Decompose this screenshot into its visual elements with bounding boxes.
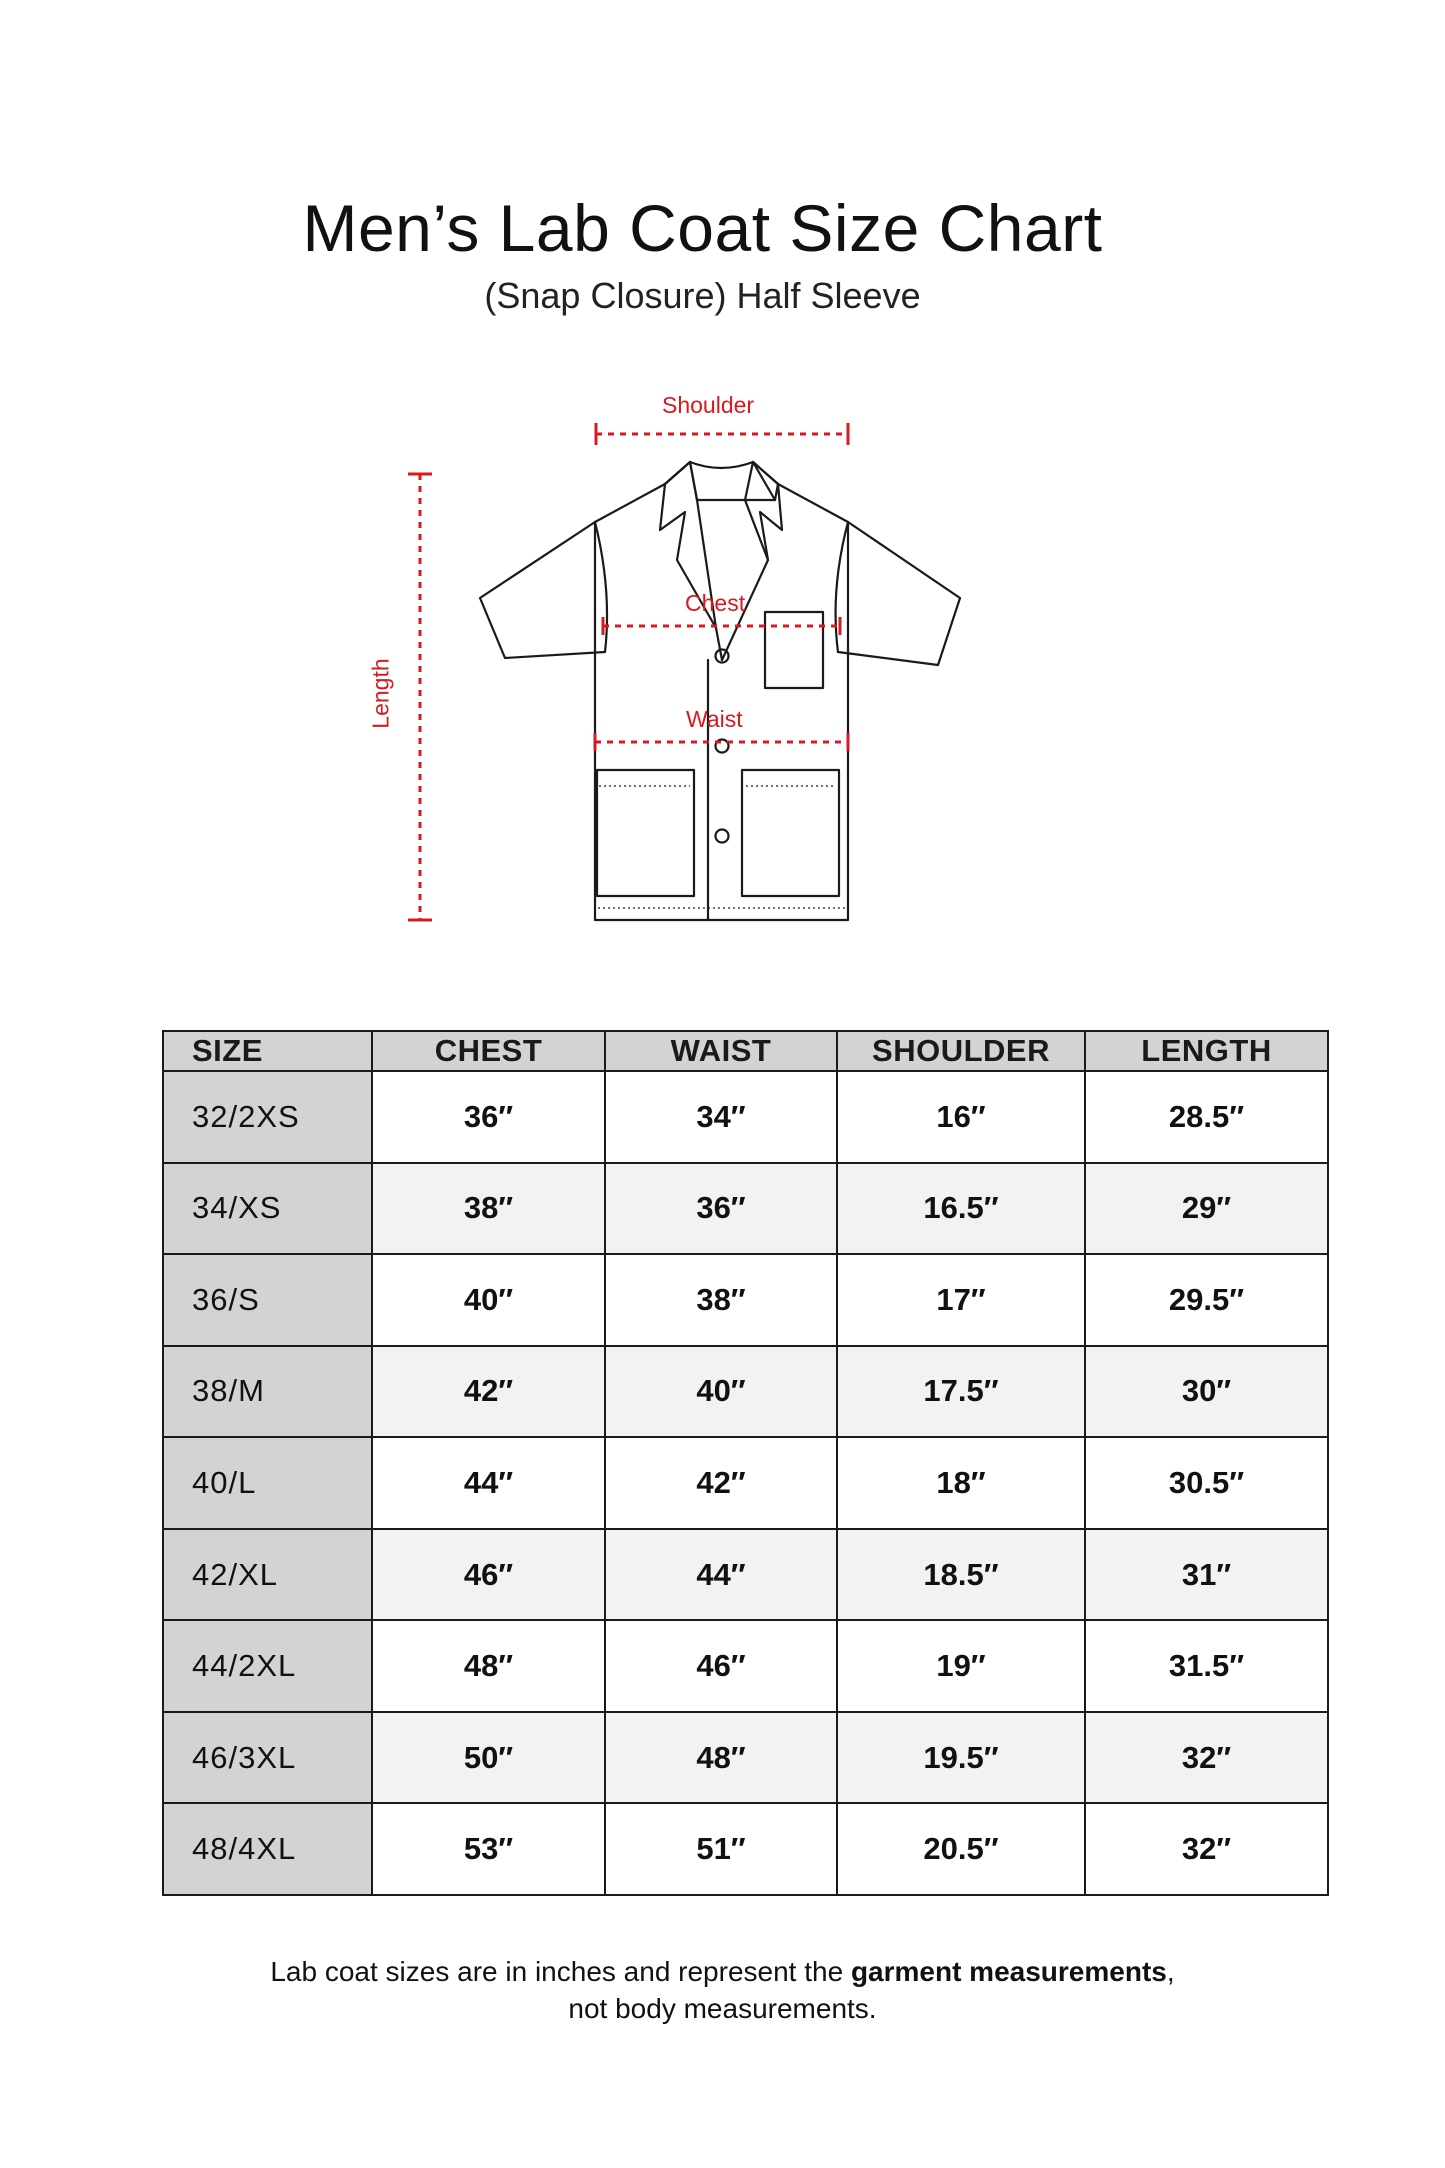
coat-lapel-left [660,484,722,660]
table-row [163,1163,1328,1255]
table-row [163,1712,1328,1804]
cell-chest: 38″ [372,1163,605,1255]
cell-waist: 44″ [605,1529,837,1621]
cell-waist: 48″ [605,1712,837,1804]
label-shoulder: Shoulder [662,392,755,418]
cell-length: 31″ [1085,1529,1328,1621]
cell-length: 28.5″ [1085,1071,1328,1163]
cell-shoulder: 18.5″ [837,1529,1085,1621]
cell-shoulder: 20.5″ [837,1803,1085,1895]
coat-button-3 [716,830,729,843]
cell-size: 42/XL [163,1529,372,1621]
table-row [163,1346,1328,1438]
cell-length: 30″ [1085,1346,1328,1438]
table-row [163,1437,1328,1529]
label-waist: Waist [686,706,743,732]
cell-chest: 36″ [372,1071,605,1163]
footnote-line-1 [0,1953,1445,1990]
footnote-emphasis: garment measurements [850,1956,1167,1987]
cell-chest: 44″ [372,1437,605,1529]
cell-length: 32″ [1085,1712,1328,1804]
cell-length: 29″ [1085,1163,1328,1255]
cell-size: 40/L [163,1437,372,1529]
cell-length: 31.5″ [1085,1620,1328,1712]
header-waist: WAIST [605,1031,837,1071]
coat-lapel-right [722,484,782,660]
cell-waist: 42″ [605,1437,837,1529]
coat-shoulder-right [753,462,848,522]
size-table [162,1030,1329,1896]
cell-size: 32/2XS [163,1071,372,1163]
coat-armhole-left [595,522,607,652]
coat-armhole-right [836,522,848,652]
cell-chest: 46″ [372,1529,605,1621]
cell-shoulder: 16.5″ [837,1163,1085,1255]
cell-chest: 40″ [372,1254,605,1346]
table-row [163,1254,1328,1346]
footnote [0,1953,1445,2027]
cell-size: 36/S [163,1254,372,1346]
cell-size: 38/M [163,1346,372,1438]
cell-chest: 53″ [372,1803,605,1895]
coat-sleeve-right [838,522,960,665]
table-header-row [163,1031,1328,1071]
cell-size: 34/XS [163,1163,372,1255]
page-title: Men’s Lab Coat Size Chart [302,191,1103,265]
label-length: Length [367,658,394,729]
header-shoulder: SHOULDER [837,1031,1085,1071]
cell-waist: 38″ [605,1254,837,1346]
table-row [163,1803,1328,1895]
cell-waist: 51″ [605,1803,837,1895]
label-chest: Chest [685,590,746,616]
cell-chest: 48″ [372,1620,605,1712]
cell-shoulder: 16″ [837,1071,1085,1163]
footnote-text: Lab coat sizes are in inches and represent the [270,1956,851,1987]
cell-length: 30.5″ [1085,1437,1328,1529]
cell-size: 44/2XL [163,1620,372,1712]
footnote-comma: , [1166,1956,1175,1987]
cell-length: 29.5″ [1085,1254,1328,1346]
cell-waist: 46″ [605,1620,837,1712]
cell-chest: 42″ [372,1346,605,1438]
cell-waist: 36″ [605,1163,837,1255]
coat-shoulder-left [595,462,690,522]
cell-shoulder: 17″ [837,1254,1085,1346]
cell-waist: 34″ [605,1071,837,1163]
footnote-line-2: not body measurements. [568,1993,877,2024]
coat-sleeve-left [480,522,605,658]
page-subtitle: (Snap Closure) Half Sleeve [484,275,921,316]
header-length: LENGTH [1085,1031,1328,1071]
coat-pocket-right [742,770,839,896]
table-row [163,1620,1328,1712]
cell-waist: 40″ [605,1346,837,1438]
coat-pocket-left [597,770,694,896]
header-size: SIZE [163,1031,372,1071]
cell-size: 48/4XL [163,1803,372,1895]
cell-shoulder: 17.5″ [837,1346,1085,1438]
cell-shoulder: 19″ [837,1620,1085,1712]
header-chest: CHEST [372,1031,605,1071]
table-row [163,1529,1328,1621]
cell-size: 46/3XL [163,1712,372,1804]
cell-chest: 50″ [372,1712,605,1804]
coat-collar [665,462,778,500]
coat-chest-pocket [765,612,823,688]
cell-length: 32″ [1085,1803,1328,1895]
lab-coat-diagram [0,0,1445,960]
cell-shoulder: 19.5″ [837,1712,1085,1804]
cell-shoulder: 18″ [837,1437,1085,1529]
table-row [163,1071,1328,1163]
